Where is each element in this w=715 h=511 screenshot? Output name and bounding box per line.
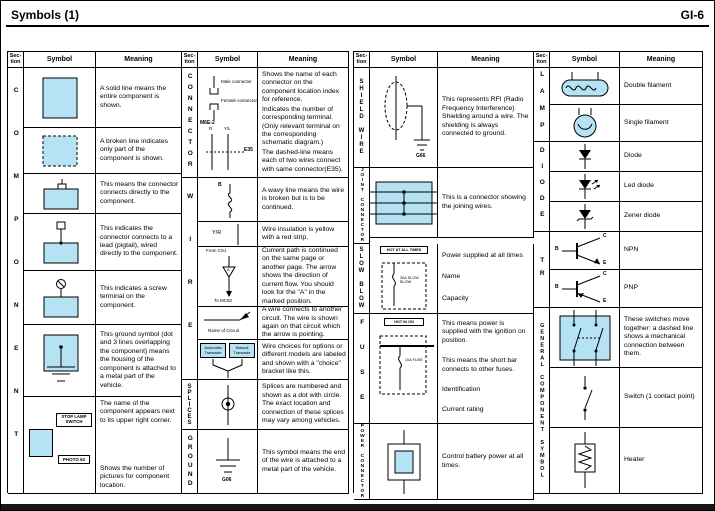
meaning-text: Diode [620,142,703,172]
component-name-symbol [24,397,96,494]
meaning-text: A solid line means the entire component is shown. [96,68,182,128]
circuit-name-label: Name of Circuit [208,328,240,333]
meaning-text: Zener diode [620,202,703,232]
section-label: GENERAL COMPONENT SYMBOL [539,322,546,479]
meaning-text: NPN [620,232,703,270]
table-row [550,105,703,142]
meaning-text: This indicates a screw terminal on the component. [96,271,182,325]
meaning-text: This means power is supplied with the ignition on position. [442,320,526,344]
tables-area [7,51,711,499]
table-row [24,214,182,271]
table-row [24,68,182,128]
table-row [24,397,182,494]
meaning-text: Shows the name of each connector on the component location index for reference. [262,71,340,104]
marker-label: A [227,267,230,272]
meaning-text-group [438,314,534,424]
section-ground [182,430,349,494]
solid-component-icon [38,73,82,123]
ground-symbol [198,430,258,494]
from-label: From CSJ [206,248,227,253]
meaning-text: This means the connector connects directly to the component. [96,174,182,214]
table-row [550,202,703,232]
double-filament-icon [550,68,619,105]
meaning-text-group [96,397,182,494]
diode-symbol [550,142,620,172]
section-label-cell [182,430,198,494]
col-header-meaning: Meaning [96,52,182,68]
wire-icon [198,222,258,247]
meaning-text: A wire connects to another circuit. The wire is shown again on that circuit which the arrow is pointing. [258,307,349,340]
choice-bracket-symbol [198,340,258,380]
meaning-text: Switch (1 contact point) [620,368,703,428]
page-bottom-bar [1,504,714,510]
joint-connector-symbol [370,168,438,238]
hot-label: HOT IN ON [384,318,424,326]
section-label-cell [354,424,370,500]
single-filament-symbol [550,105,620,142]
section-fuse [354,314,534,424]
section-diode [534,142,703,232]
table-row [24,325,182,397]
section-label: CONNECTOR [186,73,194,172]
splice-icon [198,380,257,430]
header-row [182,52,349,68]
table-row [198,178,349,222]
dashed-box-symbol [24,128,96,174]
ground-id-label: G66 [416,153,426,159]
section-label-cell [8,68,24,494]
left-table-half-2 [182,52,349,493]
case-ground-icon [30,329,90,393]
col-header-symbol: Symbol [198,52,258,68]
meaning-text-group [258,68,349,178]
pnp-transistor-icon [550,270,620,308]
section-label-cell [354,168,370,244]
meaning-text: A wavy line means the wire is broken but is to be continued. [258,178,349,222]
section-label: SLOW BLOW [358,247,365,310]
table-row [198,222,349,247]
pigtail-icon [30,217,90,267]
right-table-half-1 [354,52,534,499]
wire-color-symbol [198,222,258,247]
section-connector [182,68,349,178]
meaning-text: Identification [442,386,481,394]
meaning-text: Indicates the number of corresponding terminal. (Only relevant terminal on the corresponding schematic diagram.) [262,105,340,147]
section-label: SHIELD WIRE [358,79,365,156]
fuse-icon [370,314,438,424]
table-row [370,424,534,500]
col-header-section: Sec- tion [8,52,24,68]
section-general-component [534,308,703,494]
section-slow-blow [354,244,534,314]
wire-color-label: R [209,126,213,131]
meaning-text: The dashed-line means each of two wires connect with same connector(E35). [262,148,343,173]
section-label: TR [538,256,546,283]
table-row [198,307,349,340]
meaning-text: Splices are numbered and shown as a dot with circle. The exact location and connection of these splices may vary among vehicles. [258,380,349,430]
joint-connector-icon [370,168,437,238]
right-table-half-2 [534,52,703,493]
zener-diode-icon [550,202,619,232]
meaning-text: Capacity [442,294,469,302]
section-power-connector [354,424,534,500]
section-label-cell [182,68,198,178]
table-row [550,428,703,494]
meaning-text: Wire choices for options or different models are labeled and shown with a "choice" bracket like this. [258,340,349,380]
option-box: Automatic Transaxle [200,343,226,358]
left-table-half-1 [8,52,182,493]
section-shield-wire [354,68,534,168]
meaning-text: Current rating [442,406,484,414]
pigtail-connector-symbol [24,214,96,271]
diode-icon [550,142,619,172]
header-row [354,52,534,68]
wire-color-label: B [218,182,222,188]
ganged-switch-icon [550,308,619,368]
ground-id-label: G06 [222,477,232,483]
table-row [370,314,534,424]
meaning-text: This ground symbol (dot and 3 lines overlapping the component) means the housing of the component is attached to a metal part of the vehicle. [96,325,182,397]
section-label-cell [534,142,550,232]
switch-icon [550,368,619,428]
page-number: GI-6 [680,8,704,22]
single-filament-icon [550,105,619,142]
zener-diode-symbol [550,202,620,232]
meaning-text-group [438,244,534,314]
base-label: B [555,246,559,252]
table-row [198,68,349,178]
emitter-label: E [603,298,607,304]
to-label: To MC82 [214,298,233,303]
col-header-meaning: Meaning [258,52,349,68]
col-header-symbol: Symbol [370,52,438,68]
meaning-text: Shows the number of pictures for component location. [100,464,170,489]
current-path-symbol [198,247,258,307]
col-header-section: Sec- tion [354,52,370,68]
section-label: COMPONENT [12,87,20,474]
meaning-text: This means the short bar connects to other fuses. [442,357,518,373]
component-box [29,429,53,457]
table-row [370,244,534,314]
meaning-text: Control battery power at all times. [438,424,534,500]
meaning-text: The name of the component appears next to its upper right corner. [100,400,175,424]
connector-name-label: M6E-2 [200,120,215,126]
power-connector-icon [370,424,437,500]
header-row [534,52,703,68]
partial-component-icon [38,132,82,170]
led-diode-icon [550,172,619,202]
table-row [198,430,349,494]
meaning-text: Double filament [620,68,703,105]
section-label: WIRE [186,192,194,365]
switch-symbol [550,368,620,428]
npn-transistor-icon [550,232,620,270]
double-filament-symbol [550,68,620,105]
col-header-symbol: Symbol [550,52,620,68]
header-rule [6,25,709,27]
col-header-symbol: Symbol [24,52,96,68]
section-tr [534,232,703,308]
table-row [550,172,703,202]
table-row [370,168,534,238]
meaning-text: Power supplied at all times [442,252,523,259]
section-joint-connector [354,168,534,244]
wire-color-label: Y/R [212,230,222,236]
symbols-table-right [353,51,703,499]
section-label: LAMP [538,70,546,139]
table-row [198,380,349,430]
direct-connector-icon [30,177,90,211]
section-label-cell [534,232,550,308]
collector-label: C [603,233,607,239]
ganged-switch-symbol [550,308,620,368]
meaning-text: Name [442,273,461,281]
meaning-text: Current path is continued on the same page or another page. The arrow shows the direction of current flow. You should look for the "A" in the marked position. [258,247,349,307]
connector-id-label: E35 [244,147,253,153]
table-row [370,68,534,168]
solid-box-symbol [24,68,96,128]
meaning-text: These switches move together: a dashed line shows a mechanical connection between them. [620,308,703,368]
section-label: POWER CONNECTOR [359,424,365,499]
section-component [8,68,182,494]
hot-label: HOT AT ALL TIMES [380,246,428,254]
page-title: Symbols (1) [11,8,80,22]
section-label-cell [354,314,370,424]
meaning-text: Single filament [620,105,703,142]
direct-connector-symbol [24,174,96,214]
section-label-cell [354,68,370,168]
meaning-text: PNP [620,270,703,308]
broken-wire-icon [198,178,258,222]
table-row [24,174,182,214]
table-row [550,232,703,270]
page-header [1,1,714,25]
section-splices [182,380,349,430]
led-diode-symbol [550,172,620,202]
photo-number-label: PHOTO 62 [58,455,90,464]
table-row [24,128,182,174]
table-row [198,247,349,307]
slow-blow-symbol [370,244,438,314]
meaning-text: This is a connector showing the joining wires. [438,168,534,238]
power-connector-symbol [370,424,438,500]
col-header-section: Sec- tion [534,52,550,68]
table-row [550,308,703,368]
wire-color-label: Y/L [224,126,231,131]
ground-overlap-symbol [24,325,96,397]
table-row [550,68,703,105]
collector-label: C [603,271,607,277]
section-label: JOINT CONNECTOR [359,168,365,243]
connector-pair-symbol [198,68,258,178]
section-label-cell [354,244,370,314]
section-label-cell [182,380,198,430]
meaning-text: Wire insulation is yellow with a red strip. [258,222,349,247]
heater-icon [550,428,619,494]
meaning-text: Heater [620,428,703,494]
circuit-arrow-symbol [198,307,258,340]
section-label-cell [534,68,550,142]
fuse-symbol [370,314,438,424]
shield-wire-icon [370,68,438,168]
female-connector-label: Female connector [221,98,258,103]
choice-bracket-icon [198,340,258,380]
shield-wire-symbol [370,68,438,168]
table-row [24,271,182,325]
screw-terminal-icon [30,275,90,321]
option-box: Manual Transaxle [229,343,255,358]
section-wire [182,178,349,380]
table-row [550,270,703,308]
section-label-cell [182,178,198,380]
ground-icon [198,430,258,494]
symbols-table-left [7,51,349,493]
meaning-text: This indicates the connector connects to a lead (pigtail), wired directly to the component. [96,214,182,271]
screw-terminal-symbol [24,271,96,325]
section-label-cell [534,308,550,494]
table-row [550,142,703,172]
fuse-rating-label: 10A FUSE [405,358,423,362]
section-label: SPLICES [186,383,193,426]
fuse-rating-label: 30A SLOW BLOW [400,276,419,285]
npn-transistor-symbol [550,232,620,270]
meaning-text: This symbol means the end of the wire is attached to a metal part of the vehicle. [258,430,349,494]
pnp-transistor-symbol [550,270,620,308]
heater-symbol [550,428,620,494]
section-label: FUSE [358,318,366,419]
section-label: GROUND [186,434,194,489]
header-row [8,52,182,68]
splice-symbol [198,380,258,430]
col-header-meaning: Meaning [620,52,703,68]
wavy-line-symbol [198,178,258,222]
base-label: B [555,284,559,290]
component-name-label: STOP LAMP SWITCH [56,413,92,427]
emitter-label: E [603,260,607,266]
meaning-text: Led diode [620,172,703,202]
col-header-meaning: Meaning [438,52,534,68]
circuit-pointer-icon [198,307,258,340]
meaning-text: A broken line indicates only part of the component is shown. [96,128,182,174]
section-label: DIODE [538,146,546,227]
meaning-text: This represents RFI (Radio Frequency Interference) Shielding around a wire. The shielding is always connected to ground. [438,68,534,168]
table-row [198,340,349,380]
col-header-section: Sec- tion [182,52,198,68]
table-row [550,368,703,428]
male-connector-label: Male connector [221,79,252,84]
section-lamp [534,68,703,142]
